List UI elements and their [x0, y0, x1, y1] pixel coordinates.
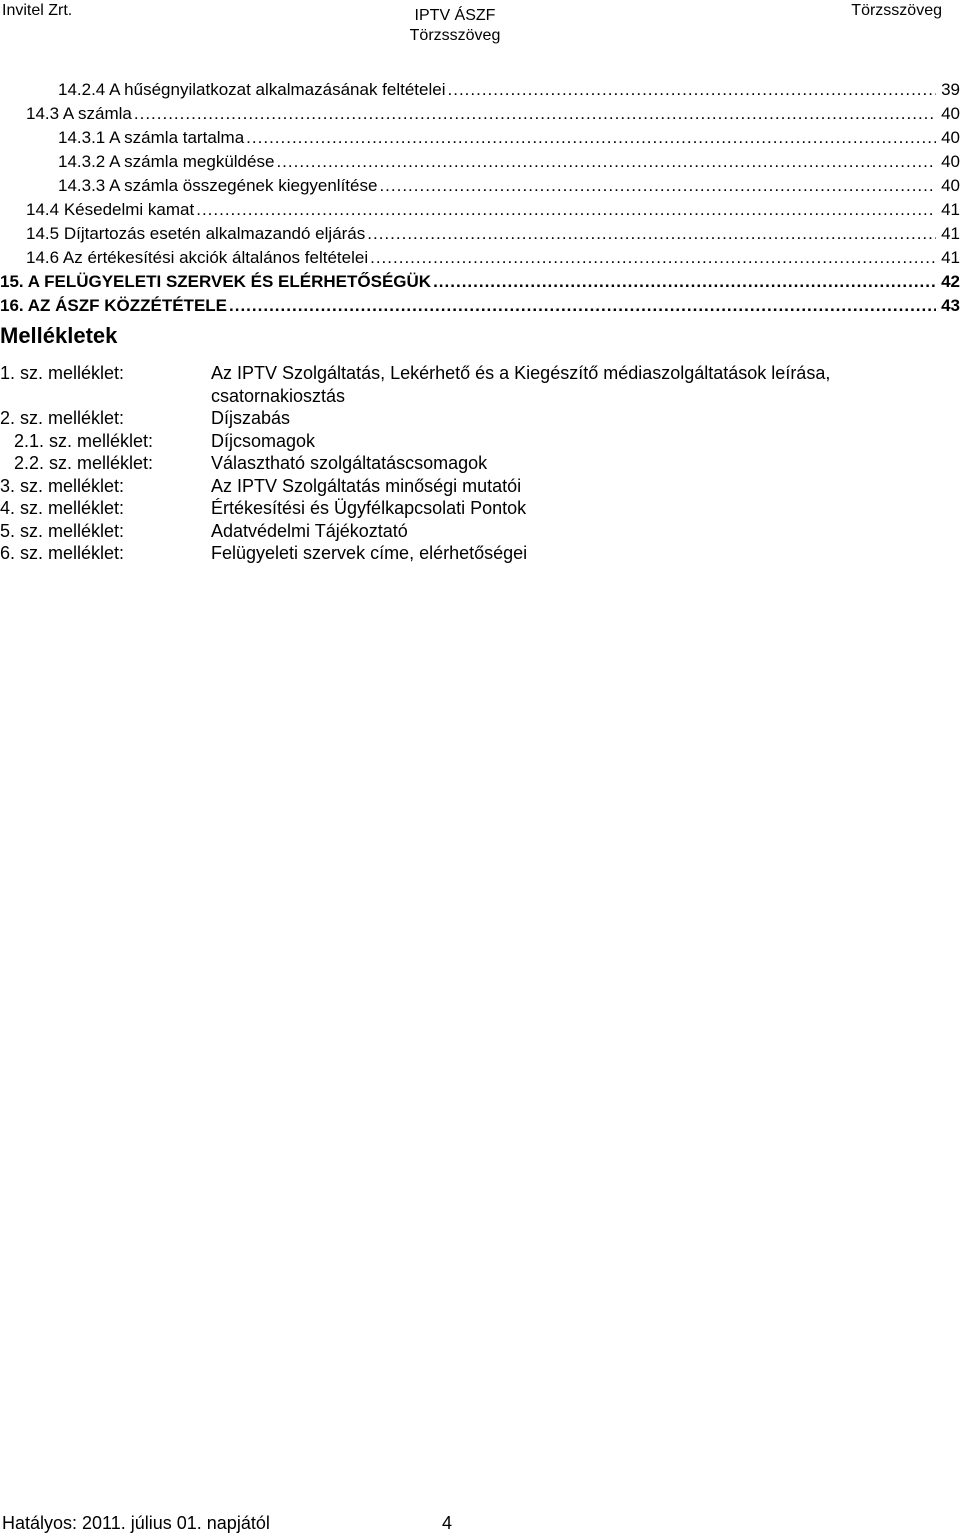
toc-entry-number: 14.3.1 — [58, 128, 106, 147]
toc-entry-page: 39 — [941, 80, 960, 99]
toc-entry-number: 14.2.4 — [58, 80, 106, 99]
toc-entry-title: Késedelmi kamat — [63, 200, 195, 219]
page-header — [0, 0, 960, 50]
toc-entry[interactable] — [0, 174, 960, 198]
toc-dot-leader — [134, 102, 936, 126]
toc-dot-leader — [276, 150, 936, 174]
toc-entry[interactable] — [0, 78, 960, 102]
toc-entry-page: 40 — [941, 152, 960, 171]
toc-entry-page: 41 — [941, 224, 960, 243]
toc-entry-number: 14.3.3 — [58, 176, 106, 195]
attachment-item — [0, 452, 960, 475]
toc-entry[interactable] — [0, 294, 960, 318]
effective-date: Hatályos: 2011. július 01. napjától — [2, 1513, 270, 1533]
toc-entry-title: A FELÜGYELETI SZERVEK ÉS ELÉRHETŐSÉGÜK — [27, 272, 432, 291]
toc-dot-leader — [379, 174, 936, 198]
attachment-description: Az IPTV Szolgáltatás, Lekérhető és a Kiegészítő médiaszolgáltatások leírása, — [211, 363, 831, 383]
attachment-label: 3. sz. melléklet: — [0, 475, 125, 496]
attachment-item — [0, 362, 960, 385]
toc-entry-number: 14.5 — [26, 224, 60, 243]
toc-entry[interactable] — [0, 126, 960, 150]
toc-dot-leader — [448, 78, 937, 102]
attachment-item — [0, 497, 960, 520]
attachment-description: Felügyeleti szervek címe, elérhetőségei — [211, 543, 528, 563]
attachment-item — [0, 475, 960, 498]
toc-entry-title: Az értékesítési akciók általános feltételei — [62, 248, 369, 267]
toc-entry-title: AZ ÁSZF KÖZZÉTÉTELE — [27, 296, 228, 315]
table-of-contents — [0, 78, 960, 318]
attachment-label: 1. sz. melléklet: — [0, 363, 125, 383]
attachment-item — [0, 520, 960, 543]
toc-entry-number: 15. — [0, 272, 24, 291]
attachment-item — [0, 542, 960, 565]
document-title-line: IPTV ÁSZF — [414, 7, 496, 24]
toc-entry-page: 41 — [941, 248, 960, 267]
attachment-item — [0, 407, 960, 430]
toc-entry-number: 14.6 — [26, 248, 60, 267]
section-label: Törzsszöveg — [851, 2, 942, 19]
toc-entry-number: 14.3.2 — [58, 152, 106, 171]
toc-entry-page: 40 — [941, 128, 960, 147]
attachment-label: 2.2. sz. melléklet: — [14, 453, 154, 473]
toc-dot-leader — [229, 294, 936, 318]
toc-entry-page: 40 — [941, 104, 960, 123]
attachment-item — [0, 385, 960, 408]
attachment-description: Értékesítési és Ügyfélkapcsolati Pontok — [211, 498, 527, 518]
toc-entry[interactable] — [0, 102, 960, 126]
toc-entry[interactable] — [0, 222, 960, 246]
toc-entry-number: 14.4 — [26, 200, 60, 219]
document-subtitle-line: Törzsszöveg — [409, 27, 501, 44]
toc-entry-page: 41 — [941, 200, 960, 219]
attachment-description: csatornakiosztás — [211, 385, 346, 406]
toc-dot-leader — [433, 270, 936, 294]
toc-entry-title: A számla tartalma — [109, 128, 245, 147]
attachment-item — [0, 430, 960, 453]
toc-entry-page: 40 — [941, 176, 960, 195]
toc-dot-leader — [246, 126, 936, 150]
attachments-heading: Mellékletek — [0, 323, 118, 348]
toc-entry-number: 14.3 — [26, 104, 60, 123]
attachment-label: 6. sz. melléklet: — [0, 543, 125, 563]
toc-entry[interactable] — [0, 150, 960, 174]
page-number: 4 — [442, 1513, 453, 1533]
toc-entry-title: A számla összegének kiegyenlítése — [109, 176, 378, 195]
attachment-description: Választható szolgáltatáscsomagok — [211, 453, 488, 473]
toc-dot-leader — [196, 198, 936, 222]
document-title — [330, 6, 580, 46]
toc-entry-title: A számla — [62, 104, 132, 123]
toc-dot-leader — [367, 222, 936, 246]
attachment-description: Adatvédelmi Tájékoztató — [211, 520, 408, 541]
attachment-label: 2.1. sz. melléklet: — [14, 430, 154, 451]
toc-entry-title: A számla megküldése — [109, 152, 275, 171]
toc-entry-page: 43 — [941, 296, 960, 315]
attachment-label: 5. sz. melléklet: — [0, 520, 125, 541]
toc-entry-title: A hűségnyilatkozat alkalmazásának feltételei — [109, 80, 446, 99]
attachment-description: Díjcsomagok — [211, 430, 316, 451]
toc-entry-page: 42 — [941, 272, 960, 291]
attachments-list — [0, 362, 960, 565]
toc-entry-title: Díjtartozás esetén alkalmazandó eljárás — [63, 224, 366, 243]
toc-entry[interactable] — [0, 270, 960, 294]
attachment-description: Díjszabás — [211, 408, 291, 428]
company-name: Invitel Zrt. — [2, 2, 73, 19]
attachment-label: 2. sz. melléklet: — [0, 408, 125, 428]
attachment-label: 4. sz. melléklet: — [0, 498, 125, 518]
toc-entry[interactable] — [0, 198, 960, 222]
attachment-label — [0, 385, 211, 408]
toc-entry-number: 16. — [0, 296, 24, 315]
toc-dot-leader — [370, 246, 936, 270]
toc-entry[interactable] — [0, 246, 960, 270]
attachment-description: Az IPTV Szolgáltatás minőségi mutatói — [211, 475, 522, 496]
